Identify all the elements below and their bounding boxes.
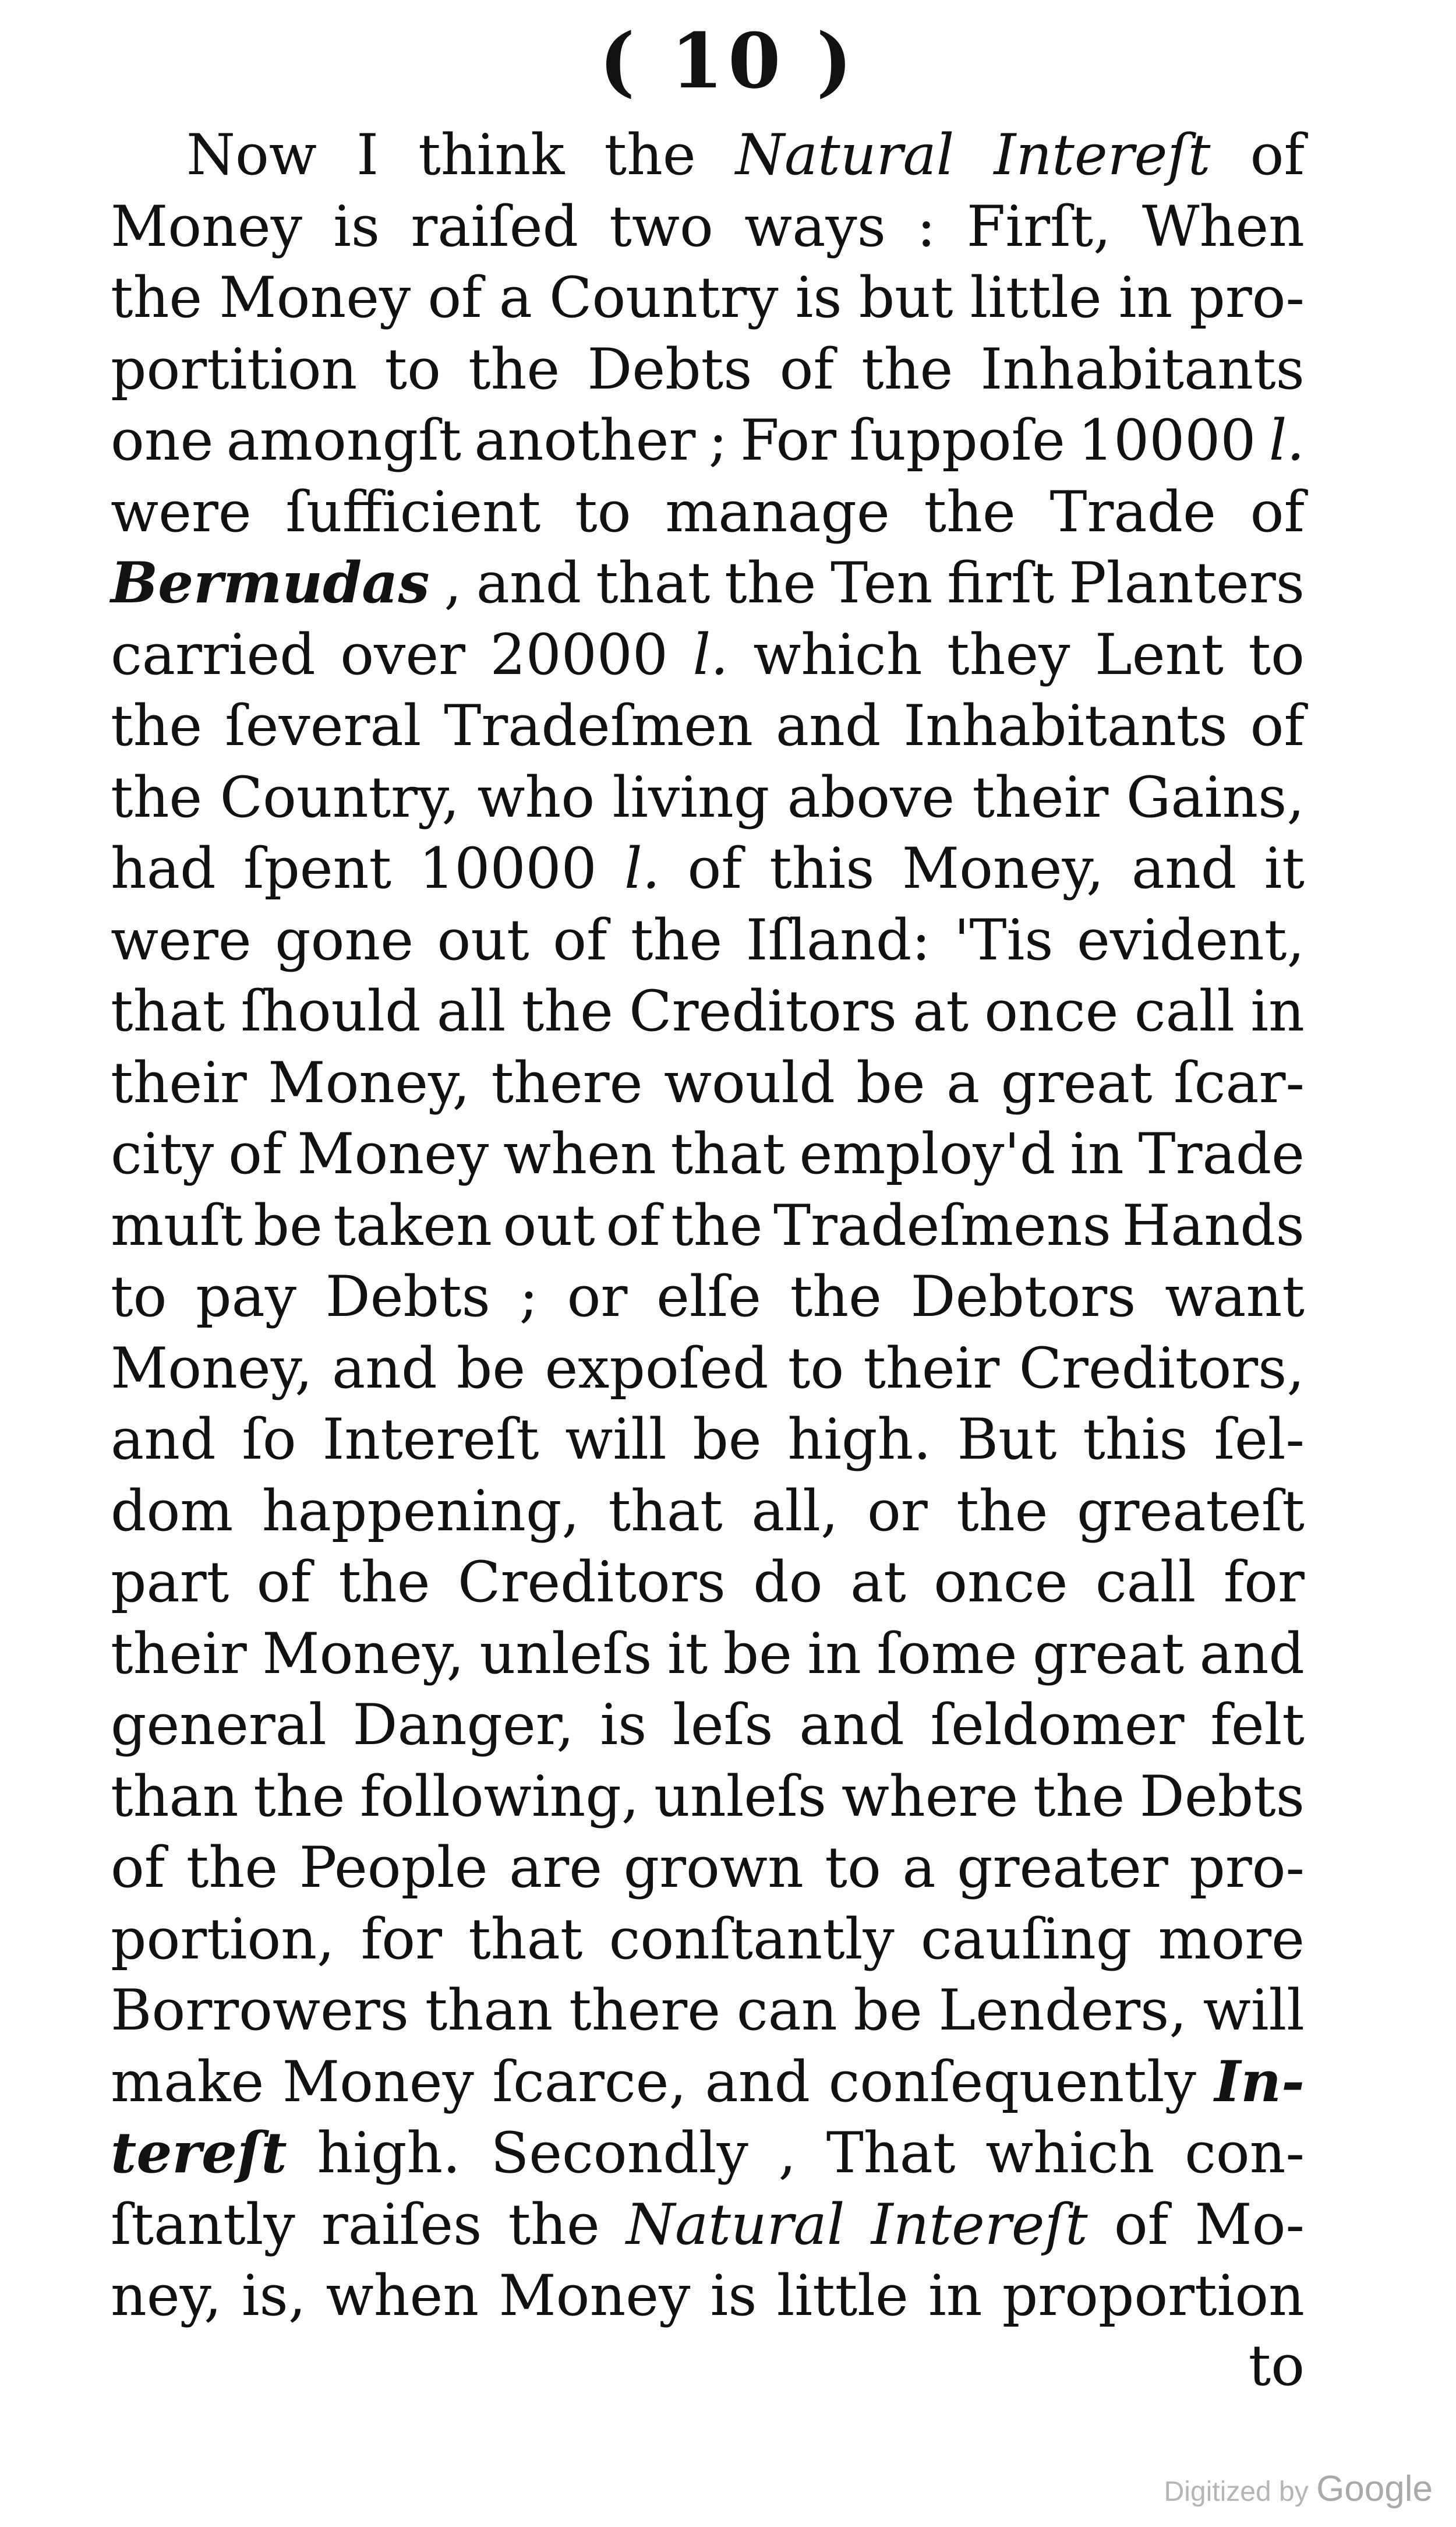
text-line — [111, 1476, 1305, 1547]
line-word: the — [338, 1550, 430, 1615]
line-word: of — [779, 336, 834, 402]
line-word: Intereſt — [871, 2191, 1088, 2257]
text-line — [111, 1761, 1305, 1833]
line-word: the — [111, 265, 203, 330]
line-word: and — [1199, 1621, 1305, 1686]
line-word: where — [841, 1763, 1019, 1829]
line-word: Debtors — [910, 1264, 1136, 1329]
line-word: city — [111, 1121, 214, 1187]
line-word: there — [569, 1978, 721, 2043]
line-word: to — [1248, 622, 1305, 687]
line-word: once — [984, 979, 1119, 1044]
line-word: That — [826, 2120, 956, 2186]
line-word: 10000 — [419, 836, 597, 901]
line-word: amongſt — [226, 408, 462, 473]
line-word: , — [778, 2120, 797, 2186]
line-word: Intereſt — [322, 1407, 539, 1472]
watermark-prefix: Digitized by — [1164, 2476, 1309, 2507]
line-word: unleſs — [479, 1621, 652, 1686]
line-word: leſs — [673, 1692, 773, 1757]
line-word: Money — [111, 193, 302, 259]
line-word: taken — [333, 1192, 492, 1258]
text-line — [111, 1547, 1305, 1618]
line-word: Creditors — [458, 1550, 726, 1615]
line-word: con- — [1185, 2120, 1305, 2186]
text-line — [111, 2189, 1305, 2261]
line-word: : — [917, 193, 936, 259]
text-line — [111, 548, 1305, 619]
line-word: which — [753, 622, 923, 687]
line-word: is — [600, 1692, 647, 1757]
line-word: Debts — [587, 336, 752, 402]
line-word: portition — [111, 336, 358, 402]
line-word: of — [111, 1835, 165, 1900]
text-line — [111, 1832, 1305, 1904]
line-word: the — [468, 336, 560, 402]
line-word: their — [972, 764, 1109, 830]
text-line — [111, 477, 1305, 548]
line-word: will — [565, 1407, 667, 1472]
line-word: to — [787, 1335, 844, 1401]
line-word: Secondly — [490, 2120, 748, 2186]
line-word: they — [947, 622, 1070, 687]
line-word: ſpent — [243, 836, 392, 901]
line-word: Tradeſmen — [444, 693, 753, 758]
line-word: Creditors, — [1019, 1335, 1305, 1401]
line-word: do — [753, 1550, 823, 1615]
line-word: and — [111, 1407, 216, 1472]
line-word: Hands — [1122, 1192, 1305, 1258]
line-word: manage — [665, 479, 890, 545]
text-line — [111, 833, 1305, 905]
line-word: but — [858, 265, 953, 330]
line-word: conſtantly — [609, 1906, 895, 1972]
line-word: to — [111, 1264, 167, 1329]
line-word: the — [1033, 1763, 1125, 1829]
line-word: expoſed — [545, 1335, 769, 1401]
line-word: that — [111, 979, 225, 1044]
line-word: all — [436, 979, 506, 1044]
line-word: the — [924, 479, 1016, 545]
line-word: following, — [360, 1763, 639, 1829]
line-word: want — [1165, 1264, 1305, 1329]
line-word: of — [1114, 2191, 1169, 2257]
line-word: in — [928, 2263, 983, 2328]
line-word: ſome — [877, 1621, 1017, 1686]
line-word: evident, — [1077, 907, 1305, 973]
text-line — [111, 2117, 1305, 2189]
line-word: in — [1250, 979, 1305, 1044]
line-word: of — [606, 1192, 660, 1258]
line-word: of — [427, 265, 482, 330]
line-word: Creditors — [629, 979, 897, 1044]
line-word: Gains, — [1126, 764, 1305, 830]
line-word: Trade — [1138, 1121, 1305, 1187]
line-word: one — [111, 408, 214, 473]
line-word: high. — [787, 1407, 931, 1472]
line-word: In- — [1214, 2048, 1305, 2115]
line-word: great — [1001, 1050, 1153, 1116]
line-word: pay — [196, 1264, 297, 1329]
line-word: when — [326, 2263, 479, 2328]
line-word: and — [332, 1335, 437, 1401]
line-word: Money — [219, 265, 411, 330]
line-word: is, — [241, 2263, 306, 2328]
line-word: ſcarce, — [492, 2049, 687, 2115]
line-word: Iſland: — [745, 907, 931, 973]
line-word: For — [740, 408, 837, 473]
line-word: happening, — [261, 1478, 579, 1544]
line-word: Money — [297, 1121, 489, 1187]
line-word: over — [340, 622, 466, 687]
line-word: all, — [751, 1478, 839, 1544]
text-line — [111, 1689, 1305, 1761]
line-word: and — [476, 550, 582, 616]
line-word: were — [111, 479, 252, 545]
line-word: l. — [692, 622, 729, 687]
line-word: tereſt — [111, 2120, 287, 2186]
line-word: high. — [317, 2120, 461, 2186]
line-word: People — [299, 1835, 488, 1900]
text-line — [111, 1261, 1305, 1333]
line-word: in — [1070, 1121, 1124, 1187]
line-word: Money, — [262, 1621, 465, 1686]
line-word: above — [787, 764, 955, 830]
line-word: be — [723, 1621, 792, 1686]
line-word: the — [186, 1835, 278, 1900]
line-word: greater — [957, 1835, 1168, 1900]
line-word: it — [1264, 836, 1305, 901]
line-word: a — [902, 1835, 936, 1900]
line-word: this — [769, 836, 875, 901]
line-word: of — [228, 1121, 283, 1187]
line-word: their — [111, 1050, 247, 1116]
line-word: , — [444, 550, 462, 616]
line-word: ſeldomer — [930, 1692, 1185, 1757]
line-word: Debts — [1139, 1763, 1305, 1829]
line-word: this — [1083, 1407, 1188, 1472]
line-word: Trade — [1049, 479, 1216, 545]
line-word: I — [356, 122, 379, 188]
line-word: for — [361, 1906, 442, 1972]
line-word: general — [111, 1692, 327, 1757]
line-word: Money, — [902, 836, 1104, 901]
line-word: Danger, — [352, 1692, 574, 1757]
text-line — [111, 976, 1305, 1047]
line-word: Borrowers — [111, 1978, 409, 2043]
text-line — [111, 2046, 1305, 2118]
body-text — [111, 119, 1305, 2332]
line-word: Natural — [735, 122, 955, 188]
line-word: to — [575, 479, 631, 545]
line-word: the — [604, 122, 696, 188]
line-word: is — [710, 2263, 757, 2328]
line-word: l. — [624, 836, 660, 901]
line-word: conſequently — [828, 2049, 1196, 2115]
line-word: when — [503, 1121, 656, 1187]
line-word: Lenders, — [938, 1978, 1187, 2043]
line-word: gone — [275, 907, 414, 973]
line-word: 'Tis — [954, 907, 1054, 973]
line-word: the — [630, 907, 723, 973]
line-word: Ten — [831, 550, 933, 616]
line-word: ways — [744, 193, 886, 259]
line-word: would — [663, 1050, 835, 1116]
line-word: two — [609, 193, 713, 259]
line-word: Tradeſmens — [773, 1192, 1111, 1258]
watermark-brand: Google — [1316, 2469, 1433, 2509]
line-word: and — [799, 1692, 904, 1757]
line-word: 10000 — [1078, 408, 1256, 473]
line-word: for — [1223, 1550, 1305, 1615]
line-word: part — [111, 1550, 229, 1615]
text-line — [111, 690, 1305, 762]
line-word: who — [477, 764, 595, 830]
line-word: and — [1131, 836, 1237, 901]
line-word: Firſt, — [966, 193, 1111, 259]
text-line — [111, 2260, 1305, 2332]
line-word: Inhabitants — [980, 336, 1305, 402]
text-line — [111, 334, 1305, 405]
line-word: Bermudas — [111, 550, 430, 616]
line-word: Country, — [220, 764, 460, 830]
line-word: a — [946, 1050, 980, 1116]
line-word: their — [863, 1335, 1000, 1401]
line-word: and — [775, 693, 881, 758]
line-word: Money — [282, 2049, 474, 2115]
text-line — [111, 619, 1305, 691]
line-word: be — [253, 1192, 323, 1258]
catchword: to — [1248, 2333, 1305, 2398]
line-word: out — [437, 907, 529, 973]
line-word: of — [256, 1550, 311, 1615]
line-word: ſtantly — [111, 2191, 295, 2257]
line-word: the — [861, 336, 953, 402]
line-word: raiſes — [321, 2191, 482, 2257]
line-word: pro- — [1189, 265, 1305, 330]
line-word: the — [725, 550, 817, 616]
line-word: be — [692, 1407, 762, 1472]
line-word: the — [521, 979, 613, 1044]
line-word: to — [384, 336, 441, 402]
line-word: there — [491, 1050, 643, 1116]
line-word: carried — [111, 622, 316, 687]
line-word: Lent — [1095, 622, 1224, 687]
line-word: elſe — [656, 1264, 761, 1329]
line-word: Inhabitants — [903, 693, 1228, 758]
line-word: which — [985, 2120, 1155, 2186]
line-word: will — [1203, 1978, 1305, 2043]
line-word: little — [970, 265, 1102, 330]
line-word: out — [503, 1192, 595, 1258]
line-word: portion, — [111, 1906, 335, 1972]
line-word: the — [790, 1264, 882, 1329]
line-word: ſo — [242, 1407, 296, 1472]
line-word: the — [253, 1763, 345, 1829]
line-word: make — [111, 2049, 264, 2115]
line-word: call — [1095, 1550, 1196, 1615]
line-word: little — [776, 2263, 909, 2328]
text-line — [111, 762, 1305, 834]
line-word: ſufficient — [285, 479, 541, 545]
line-word: of — [1250, 122, 1305, 188]
line-word: Intereſt — [994, 122, 1211, 188]
line-word: ; — [708, 408, 727, 473]
line-word: it — [667, 1621, 708, 1686]
line-word: of — [1250, 693, 1305, 758]
line-word: l. — [1268, 408, 1305, 473]
line-word: are — [509, 1835, 603, 1900]
line-word: grown — [623, 1835, 804, 1900]
line-word: the — [111, 764, 203, 830]
text-line — [111, 191, 1305, 263]
line-word: ſel- — [1214, 1407, 1305, 1472]
line-word: think — [418, 122, 565, 188]
line-word: ſhould — [241, 979, 421, 1044]
line-word: than — [111, 1763, 239, 1829]
text-line — [111, 1975, 1305, 2046]
line-word: that — [608, 1478, 723, 1544]
line-word: at — [850, 1550, 906, 1615]
line-word: Money, — [111, 1335, 313, 1401]
line-word: Mo- — [1195, 2191, 1305, 2257]
line-word: muſt — [111, 1192, 243, 1258]
line-word: living — [612, 764, 770, 830]
text-line — [111, 1047, 1305, 1119]
line-word: call — [1134, 979, 1235, 1044]
line-word: Money, — [268, 1050, 470, 1116]
line-word: ney, — [111, 2263, 222, 2328]
text-line — [111, 905, 1305, 976]
line-word: in — [807, 1621, 861, 1686]
line-word: had — [111, 836, 216, 901]
line-word: be — [853, 1978, 923, 2043]
line-word: When — [1142, 193, 1305, 259]
text-line — [111, 1404, 1305, 1476]
line-word: at — [913, 979, 969, 1044]
line-word: or — [567, 1264, 628, 1329]
line-word: the — [508, 2191, 600, 2257]
text-line — [111, 262, 1305, 334]
text-line — [111, 1333, 1305, 1404]
line-word: 20000 — [490, 622, 668, 687]
text-line — [111, 1118, 1305, 1190]
line-word: another — [474, 408, 696, 473]
line-word: Country — [549, 265, 779, 330]
line-word: can — [736, 1978, 837, 2043]
line-word: of — [553, 907, 607, 973]
line-word: the — [111, 693, 203, 758]
line-word: Planters — [1069, 550, 1305, 616]
line-word: the — [956, 1478, 1048, 1544]
line-word: felt — [1210, 1692, 1305, 1757]
line-word: once — [934, 1550, 1068, 1615]
line-word: Money — [499, 2263, 691, 2328]
text-line — [111, 1618, 1305, 1690]
line-word: unleſs — [654, 1763, 827, 1829]
line-word: But — [957, 1407, 1057, 1472]
line-word: firſt — [947, 550, 1055, 616]
line-word: that — [670, 1121, 785, 1187]
line-word: cauſing — [920, 1906, 1132, 1972]
text-line — [111, 1904, 1305, 1975]
digitized-watermark — [1164, 2469, 1433, 2510]
line-word: ſuppoſe — [849, 408, 1065, 473]
line-word: of — [1250, 479, 1305, 545]
line-word: be — [456, 1335, 526, 1401]
line-word: that — [468, 1906, 583, 1972]
line-word: that — [596, 550, 711, 616]
line-word: a — [499, 265, 532, 330]
text-line — [111, 405, 1305, 477]
text-line — [111, 119, 1305, 191]
line-word: more — [1158, 1906, 1305, 1972]
line-word: to — [825, 1835, 881, 1900]
line-word: is — [333, 193, 380, 259]
line-word: ſeveral — [225, 693, 422, 758]
line-word: dom — [111, 1478, 234, 1544]
line-word: is — [795, 265, 842, 330]
line-word: proportion — [1002, 2263, 1305, 2328]
line-word: and — [705, 2049, 811, 2115]
line-word: were — [111, 907, 252, 973]
line-word: employ'd — [799, 1121, 1056, 1187]
line-word: the — [671, 1192, 763, 1258]
line-word: than — [425, 1978, 553, 2043]
line-word: Now — [186, 122, 317, 188]
line-word: Natural — [626, 2191, 845, 2257]
line-word: or — [867, 1478, 928, 1544]
line-word: ſcar- — [1174, 1050, 1305, 1116]
line-word: great — [1033, 1621, 1185, 1686]
line-word: be — [856, 1050, 925, 1116]
page-number: ( 10 ) — [599, 16, 857, 105]
line-word: pro- — [1189, 1835, 1305, 1900]
line-word: raiſed — [411, 193, 579, 259]
line-word: Debts — [325, 1264, 490, 1329]
text-line — [111, 1190, 1305, 1262]
line-word: greateſt — [1077, 1478, 1305, 1544]
line-word: ; — [519, 1264, 538, 1329]
line-word: of — [687, 836, 742, 901]
line-word: in — [1118, 265, 1173, 330]
line-word: their — [111, 1621, 247, 1686]
